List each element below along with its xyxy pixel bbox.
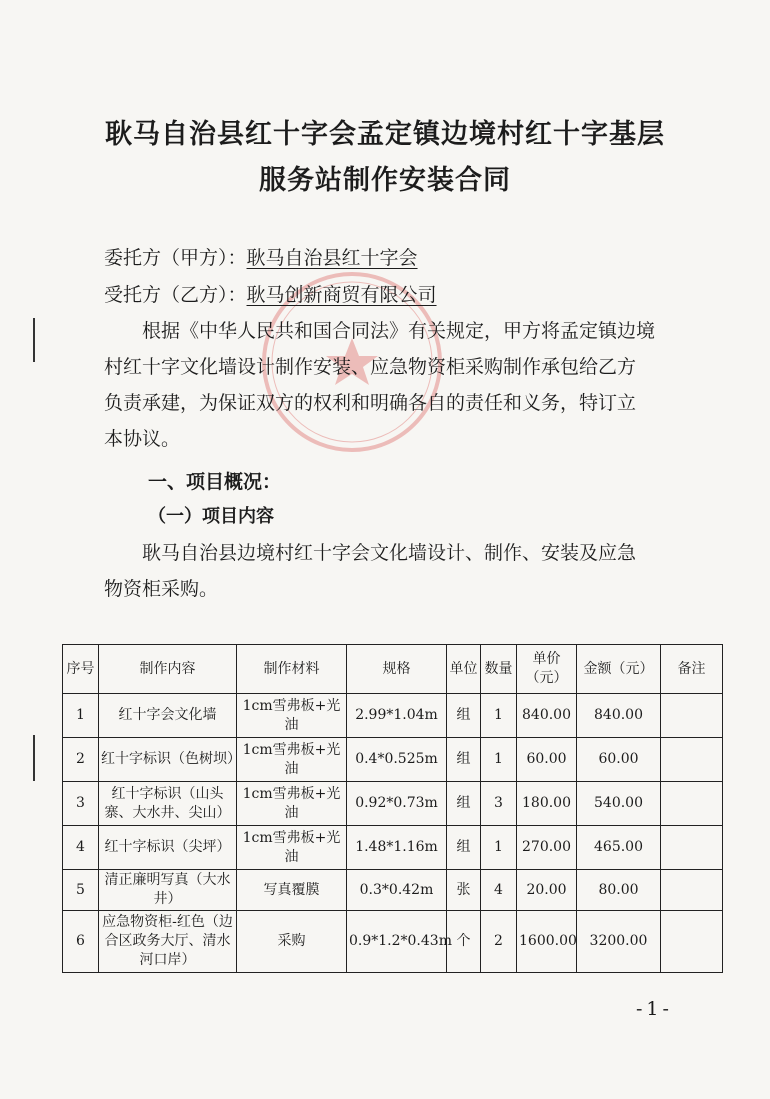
table-cell (661, 782, 723, 826)
table-cell: 红十字标识（尖坪） (99, 826, 237, 870)
table-cell: 1cm雪弗板+光油 (237, 738, 347, 782)
table-cell: 2.99*1.04m (347, 694, 447, 738)
table-row (63, 738, 723, 782)
table-cell: 270.00 (517, 826, 577, 870)
table-cell: 0.92*0.73m (347, 782, 447, 826)
table-cell: 组 (447, 782, 481, 826)
table-row (63, 826, 723, 870)
table-cell: 1600.00 (517, 911, 577, 973)
table-header-row (63, 645, 723, 694)
table-cell: 1cm雪弗板+光油 (237, 782, 347, 826)
column-header: 单价（元） (517, 645, 577, 694)
column-header: 备注 (661, 645, 723, 694)
column-header: 单位 (447, 645, 481, 694)
table-cell (661, 911, 723, 973)
table-cell: 1 (481, 694, 517, 738)
table-cell: 2 (481, 911, 517, 973)
table-cell: 1 (481, 738, 517, 782)
client-party (104, 243, 418, 270)
project-line: 物资柜采购。 (104, 578, 219, 600)
margin-mark (33, 735, 35, 781)
items-table (62, 644, 723, 973)
table-cell: 采购 (237, 911, 347, 973)
margin-mark (33, 318, 35, 362)
table-cell: 1cm雪弗板+光油 (237, 694, 347, 738)
column-header: 制作内容 (99, 645, 237, 694)
column-header: 规格 (347, 645, 447, 694)
table-cell: 1 (63, 694, 99, 738)
table-row (63, 911, 723, 973)
contractor-party (104, 280, 437, 307)
table-cell: 1 (481, 826, 517, 870)
table-cell: 1.48*1.16m (347, 826, 447, 870)
table-cell: 840.00 (577, 694, 661, 738)
page-number: -1- (636, 998, 673, 1020)
section-heading: 一、项目概况： (148, 471, 282, 493)
project-line: 耿马自治县边境村红十字会文化墙设计、制作、安装及应急 (104, 542, 637, 564)
column-header: 序号 (63, 645, 99, 694)
table-cell: 应急物资柜-红色（边合区政务大厅、清水河口岸） (99, 911, 237, 973)
table-cell: 840.00 (517, 694, 577, 738)
subsection-heading: （一）项目内容 (148, 506, 274, 527)
table-cell: 红十字标识（色树坝） (99, 738, 237, 782)
document-title-line1: 耿马自治县红十字会孟定镇边境村红十字基层 (105, 119, 665, 150)
table-cell: 4 (63, 826, 99, 870)
table-cell: 组 (447, 694, 481, 738)
table-cell: 80.00 (577, 870, 661, 911)
table-cell: 个 (447, 911, 481, 973)
table-cell: 1cm雪弗板+光油 (237, 826, 347, 870)
table-cell: 0.9*1.2*0.43m (347, 911, 447, 973)
column-header: 制作材料 (237, 645, 347, 694)
client-value: 耿马自治县红十字会 (246, 247, 418, 269)
table-cell: 3 (481, 782, 517, 826)
table-cell: 20.00 (517, 870, 577, 911)
table-cell: 写真覆膜 (237, 870, 347, 911)
table-cell: 3200.00 (577, 911, 661, 973)
table-cell: 张 (447, 870, 481, 911)
client-label: 委托方（甲方）： (104, 247, 247, 269)
table-cell (661, 870, 723, 911)
table-cell: 60.00 (577, 738, 661, 782)
table-cell: 组 (447, 826, 481, 870)
table-cell: 3 (63, 782, 99, 826)
table-cell: 0.4*0.525m (347, 738, 447, 782)
table-cell: 红十字会文化墙 (99, 694, 237, 738)
table-cell: 6 (63, 911, 99, 973)
table-cell: 组 (447, 738, 481, 782)
project-paragraph (104, 535, 724, 607)
document-title-line2: 服务站制作安装合同 (259, 165, 511, 196)
table-cell: 红十字标识（山头寨、大水井、尖山） (99, 782, 237, 826)
table-cell: 5 (63, 870, 99, 911)
intro-line: 根据《中华人民共和国合同法》有关规定，甲方将孟定镇边境 (104, 320, 656, 342)
intro-line: 村红十字文化墙设计制作安装、应急物资柜采购制作承包给乙方 (104, 356, 637, 378)
table-cell (661, 826, 723, 870)
column-header: 数量 (481, 645, 517, 694)
table-cell (661, 738, 723, 782)
intro-paragraph (104, 313, 724, 457)
table-cell: 540.00 (577, 782, 661, 826)
table-cell: 180.00 (517, 782, 577, 826)
table-cell (661, 694, 723, 738)
table-cell: 0.3*0.42m (347, 870, 447, 911)
table-cell: 60.00 (517, 738, 577, 782)
intro-line: 负责承建，为保证双方的权利和明确各自的责任和义务，特订立 (104, 392, 637, 414)
table-cell: 465.00 (577, 826, 661, 870)
table-cell: 2 (63, 738, 99, 782)
contractor-value: 耿马创新商贸有限公司 (246, 284, 437, 306)
table-cell: 4 (481, 870, 517, 911)
intro-line: 本协议。 (104, 428, 181, 450)
table-row (63, 782, 723, 826)
column-header: 金额（元） (577, 645, 661, 694)
table-row (63, 694, 723, 738)
table-cell: 清正廉明写真（大水井） (99, 870, 237, 911)
contractor-label: 受托方（乙方）： (104, 284, 247, 306)
table-row (63, 870, 723, 911)
